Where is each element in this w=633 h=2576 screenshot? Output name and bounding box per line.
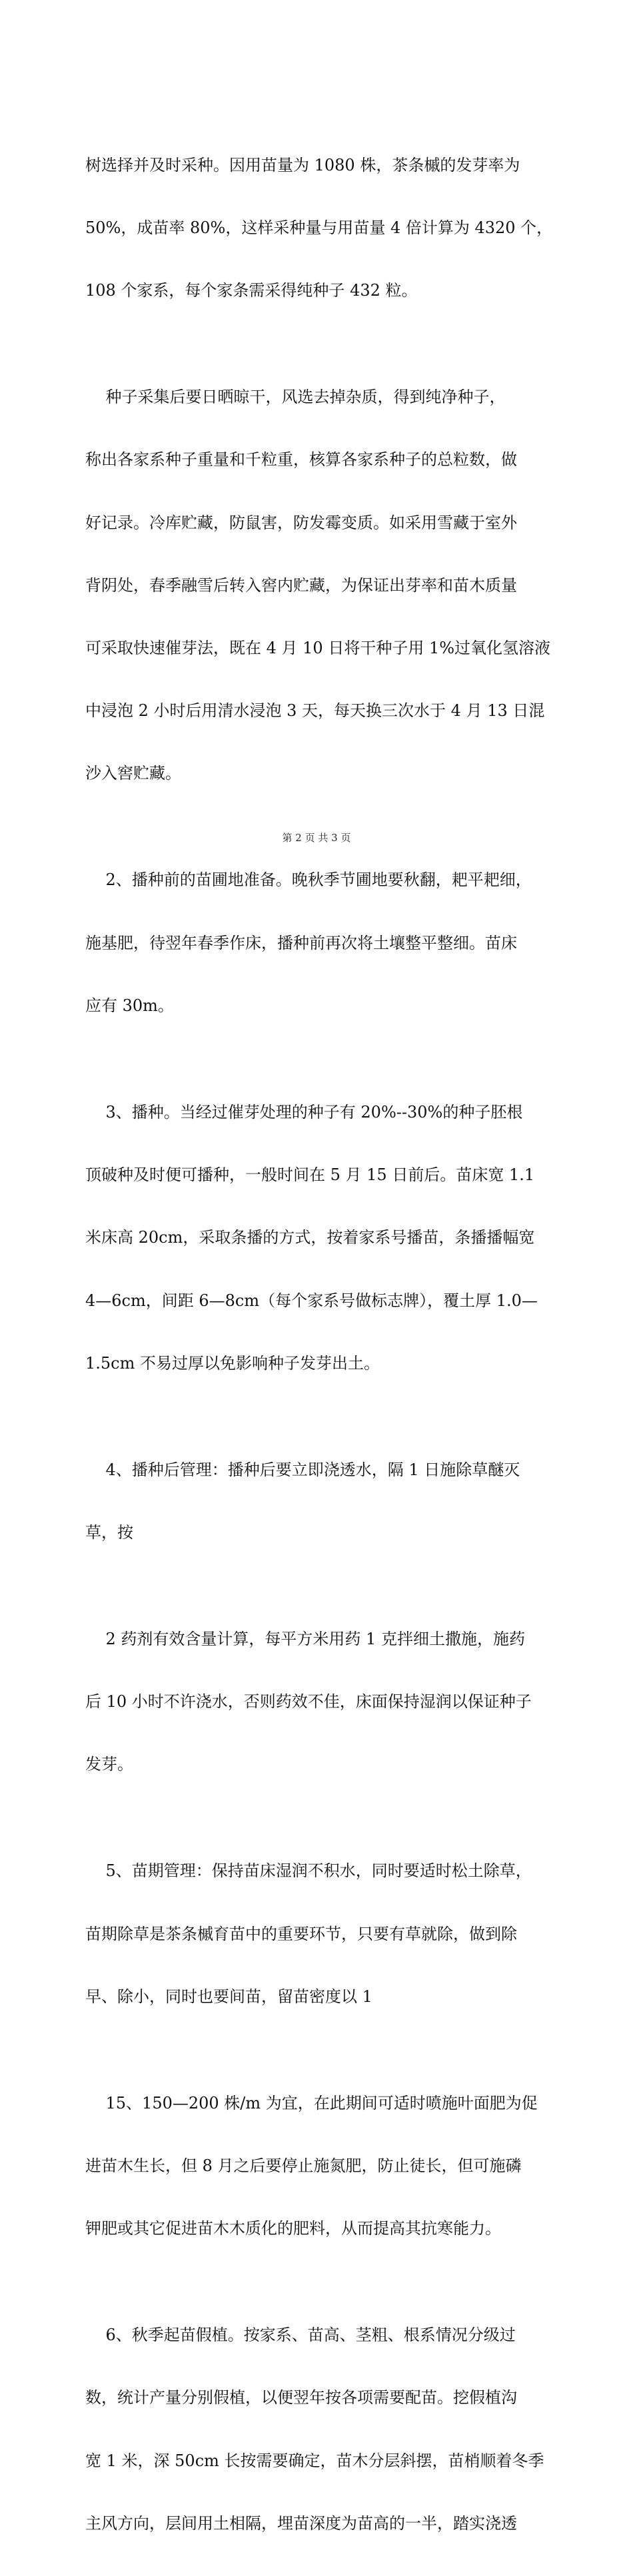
text-line: 应有 30m。 [85,996,174,1015]
page-number-footer: 第 2 页 共 3 页 [282,832,351,844]
document-body [85,113,565,2576]
paragraph-seed-storage [85,345,565,826]
paragraph-nursery-prep [85,828,565,1058]
text-line: 苗期除草是茶条槭育苗中的重要环节，只要有草就除，做到除 [85,1924,517,1943]
text-line: 发芽。 [85,1755,133,1774]
text-line: 主风方向，层间用土相隔，埋苗深度为苗高的一半，踏实浇透 [85,2513,517,2533]
text-line: 可采取快速催芽法，既在 4 月 10 日将干种子用 1%过氧化氢溶液 [85,639,551,658]
text-line: 4—6cm，间距 6—8cm（每个家系号做标志牌），覆土厚 1.0— [85,1291,538,1310]
text-line: 2 药剂有效含量计算，每平方米用药 1 克拌细土撒施，施药 [85,1629,525,1648]
text-line: 2、播种前的苗圃地准备。晚秋季节圃地要秋翻，耙平耙细， [85,870,532,890]
text-line: 3、播种。当经过催芽处理的种子有 20%--30%的种子胚根 [85,1102,523,1122]
text-line: 草，按 [85,1522,133,1542]
paragraph-sowing [85,1060,565,1416]
text-line: 中浸泡 2 小时后用清水浸泡 3 天，每天换三次水于 4 月 13 日混 [85,701,545,721]
paragraph-autumn-heeling-in [85,2283,565,2576]
text-line: 108 个家系，每个家条需采得纯种子 432 粒。 [85,281,418,300]
paragraph-seed-quantity [85,113,565,343]
text-line: 4、播种后管理：播种后要立即浇透水，隔 1 日施除草醚灭 [85,1460,520,1479]
text-line: 5、苗期管理：保持苗床湿润不积水，同时要适时松土除草， [85,1861,532,1881]
text-line: 种子采集后要日晒晾干，风选去掉杂质，得到纯净种子， [85,388,506,407]
text-line: 好记录。冷库贮藏，防鼠害，防发霉变质。如采用雪藏于室外 [85,513,517,532]
text-line: 米床高 20cm，采取条播的方式，按着家系号播苗，条播播幅宽 [85,1228,535,1247]
text-line: 顶破种及时便可播种，一般时间在 5 月 15 日前后。苗床宽 1.1 [85,1165,535,1185]
text-line: 宽 1 米，深 50cm 长按需要确定，苗木分层斜摆，苗梢顺着冬季 [85,2451,544,2470]
paragraph-density-fertilizer [85,2051,565,2281]
text-line: 进苗木生长，但 8 月之后要停止施氮肥，防止徒长，但可施磷 [85,2156,522,2175]
text-line: 施基肥，待翌年春季作床，播种前再次将土壤整平整细。苗床 [85,933,517,952]
paragraph-herbicide [85,1587,565,1817]
text-line: 背阴处，春季融雪后转入窖内贮藏，为保证出芽率和苗木质量 [85,575,517,595]
paragraph-post-sowing [85,1418,565,1585]
text-line: 树选择并及时采种。因用苗量为 1080 株，茶条槭的发芽率为 [85,155,520,174]
text-line: 1.5cm 不易过厚以免影响种子发芽出土。 [85,1353,380,1373]
paragraph-seedling-management [85,1819,565,2049]
text-line: 50%，成苗率 80%，这样采种量与用苗量 4 倍计算为 4320 个， [85,218,553,238]
text-line: 早、除小，同时也要间苗，留苗密度以 1 [85,1987,372,2006]
text-line: 称出各家系种子重量和千粒重，核算各家系种子的总粒数，做 [85,450,517,470]
text-line: 沙入窖贮藏。 [85,764,181,783]
text-line: 后 10 小时不许浇水，否则药效不佳，床面保持湿润以保证种子 [85,1692,532,1712]
text-line: 数，统计产量分别假植，以便翌年按各项需要配苗。挖假植沟 [85,2388,517,2408]
text-line: 钾肥或其它促进苗木木质化的肥料，从而提高其抗寒能力。 [85,2219,501,2238]
text-line: 15、150—200 株/m 为宜，在此期间可适时喷施叶面肥为促 [85,2093,538,2112]
text-line: 6、秋季起苗假植。按家系、苗高、茎粗、根系情况分级过 [85,2326,516,2345]
